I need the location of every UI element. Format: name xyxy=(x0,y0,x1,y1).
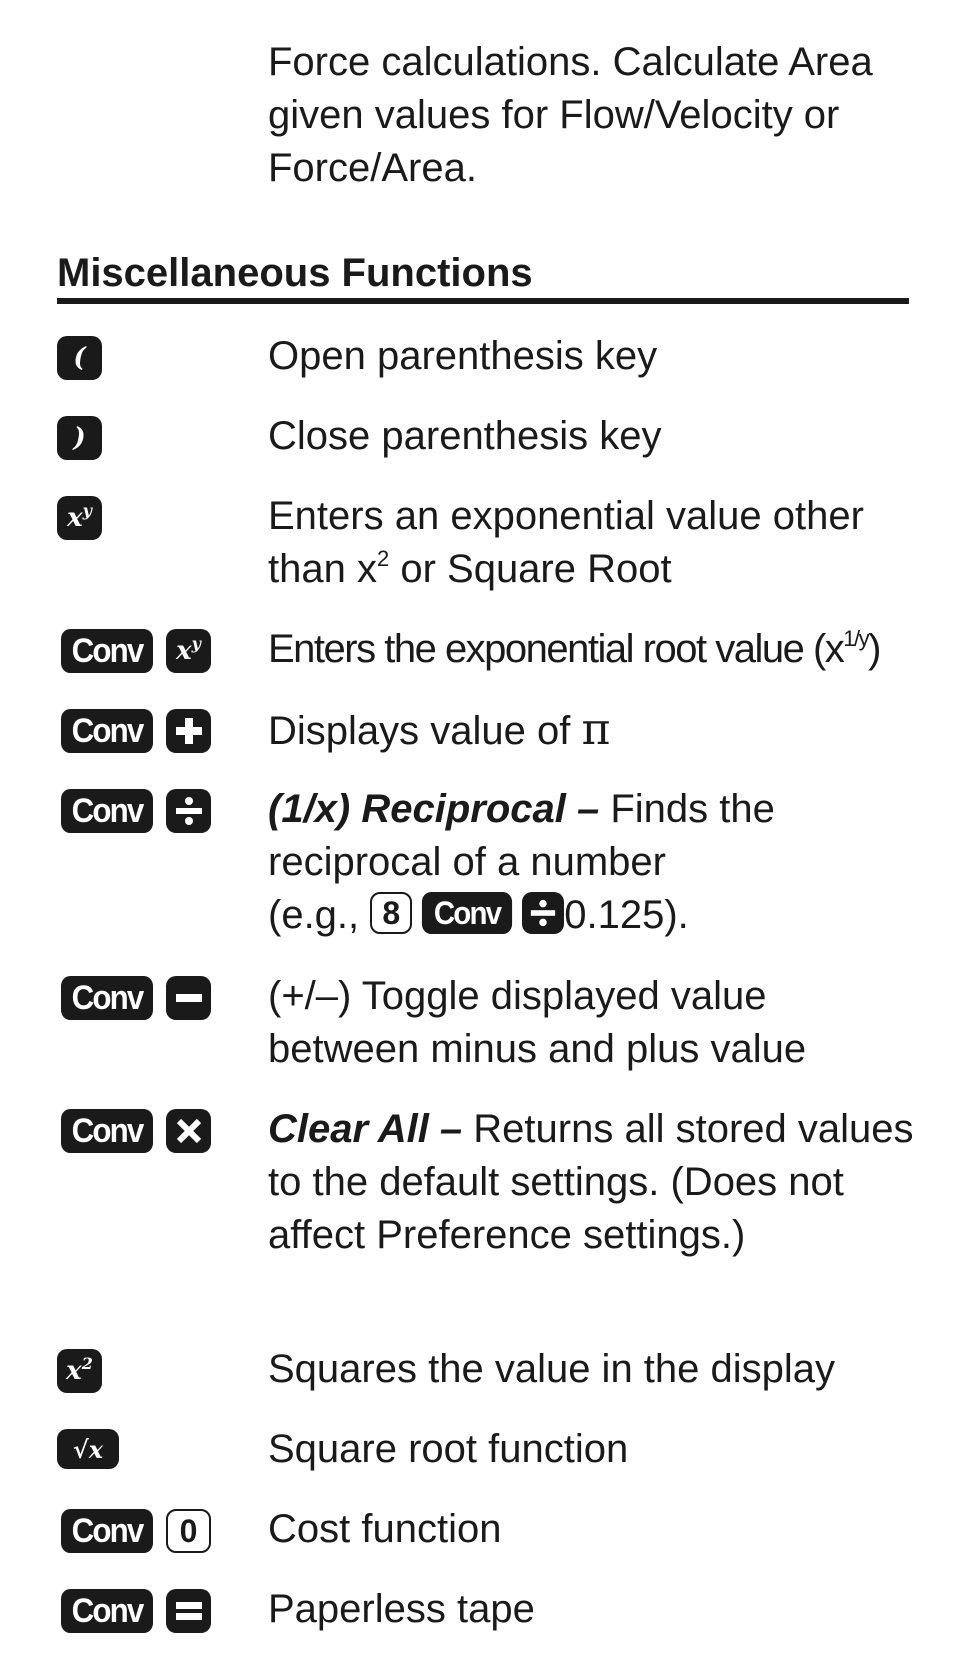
keys-exponent xyxy=(57,496,102,540)
desc-clear-all xyxy=(268,1103,918,1262)
keys-cost xyxy=(57,1509,211,1553)
conv-key: Conv xyxy=(61,976,153,1020)
conv-key: Conv xyxy=(61,1109,153,1153)
xy-key-exp: y xyxy=(191,634,201,653)
keys-clear-all xyxy=(57,1109,211,1153)
equals-icon xyxy=(174,1596,204,1626)
desc-exp-root-b: ) xyxy=(868,627,880,671)
desc-toggle: (+/–) Toggle displayed value between minus and plus value xyxy=(268,974,807,1071)
conv-key: Conv xyxy=(61,789,153,833)
intro-paragraph: Force calculations. Calculate Area given values for Flow/Velocity or Force/Area. xyxy=(268,40,873,190)
divide-key xyxy=(522,892,564,934)
section-title: Miscellaneous Functions xyxy=(57,251,533,295)
desc-exponent xyxy=(268,490,918,596)
section-rule xyxy=(57,298,909,304)
x-power-y-key xyxy=(166,629,211,673)
desc-reciprocal xyxy=(268,783,918,942)
keys-toggle xyxy=(57,976,211,1020)
x2-key-base: x xyxy=(66,1356,82,1386)
divide-key xyxy=(166,789,211,833)
minus-key xyxy=(166,976,211,1020)
keys-square xyxy=(57,1349,102,1393)
desc-cost: Cost function xyxy=(268,1507,502,1551)
xy-key-base: x xyxy=(67,503,83,533)
multiply-key xyxy=(166,1109,211,1153)
desc-exp-root xyxy=(268,623,948,676)
plus-icon xyxy=(174,716,204,746)
multiply-icon xyxy=(174,1116,204,1146)
keys-open-paren xyxy=(57,336,102,380)
plus-key xyxy=(166,709,211,753)
x-squared-key xyxy=(57,1349,102,1393)
conv-key: Conv xyxy=(61,1589,153,1633)
xy-key-exp: y xyxy=(82,501,92,520)
desc-reciprocal-example-a: (e.g., xyxy=(268,893,371,937)
close-paren-key-label: ) xyxy=(73,423,86,453)
desc-square: Squares the value in the display xyxy=(268,1347,836,1391)
sqrt-symbol: √ xyxy=(72,1434,89,1464)
desc-reciprocal-a: Finds the reciprocal of a number xyxy=(268,787,775,884)
desc-exponent-sup: 2 xyxy=(376,546,390,571)
keys-tape xyxy=(57,1589,211,1633)
keys-exp-root xyxy=(57,629,211,673)
desc-tape: Paperless tape xyxy=(268,1587,535,1631)
eight-key: 8 xyxy=(370,892,412,934)
desc-exp-root-a: Enters the exponential root value (x xyxy=(268,627,844,671)
keys-pi xyxy=(57,709,211,753)
x-power-y-key xyxy=(57,496,102,540)
equals-key xyxy=(166,1589,211,1633)
keys-sqrt xyxy=(57,1429,119,1469)
xy-key-base: x xyxy=(176,636,192,666)
desc-pi xyxy=(268,703,918,758)
desc-clear-all-title: Clear All – xyxy=(268,1107,463,1151)
square-root-key xyxy=(57,1429,119,1469)
desc-exponent-b: or Square Root xyxy=(389,547,672,591)
keys-reciprocal xyxy=(57,789,211,833)
open-paren-key xyxy=(57,336,102,380)
conv-key: Conv xyxy=(61,629,153,673)
desc-close-paren: Close parenthesis key xyxy=(268,414,662,458)
conv-key: Conv xyxy=(61,709,153,753)
open-paren-key-label: ( xyxy=(73,343,86,373)
desc-reciprocal-example-b: 0.125). xyxy=(564,893,689,937)
desc-pi-a: Displays value of xyxy=(268,709,582,753)
desc-open-paren: Open parenthesis key xyxy=(268,334,658,378)
inline-example-keys xyxy=(370,892,564,934)
divide-icon xyxy=(529,899,557,927)
divide-icon xyxy=(174,796,204,826)
sqrt-x: x xyxy=(88,1434,104,1464)
desc-exp-root-sup: 1/y xyxy=(843,626,869,651)
zero-key: 0 xyxy=(166,1509,211,1553)
conv-key: Conv xyxy=(422,892,512,934)
x2-key-exp: 2 xyxy=(81,1354,93,1373)
keys-close-paren xyxy=(57,416,102,460)
close-paren-key xyxy=(57,416,102,460)
minus-icon xyxy=(174,983,204,1013)
desc-sqrt: Square root function xyxy=(268,1427,629,1471)
desc-exponent-a: Enters an exponential value other than x xyxy=(268,494,864,591)
desc-reciprocal-title: (1/x) Reciprocal – xyxy=(268,787,600,831)
conv-key: Conv xyxy=(61,1509,153,1553)
pi-symbol: π xyxy=(581,704,611,755)
desc-clear-all-body: Returns all stored values to the default settings. (Does not affect Preference settings.) xyxy=(268,1107,914,1257)
